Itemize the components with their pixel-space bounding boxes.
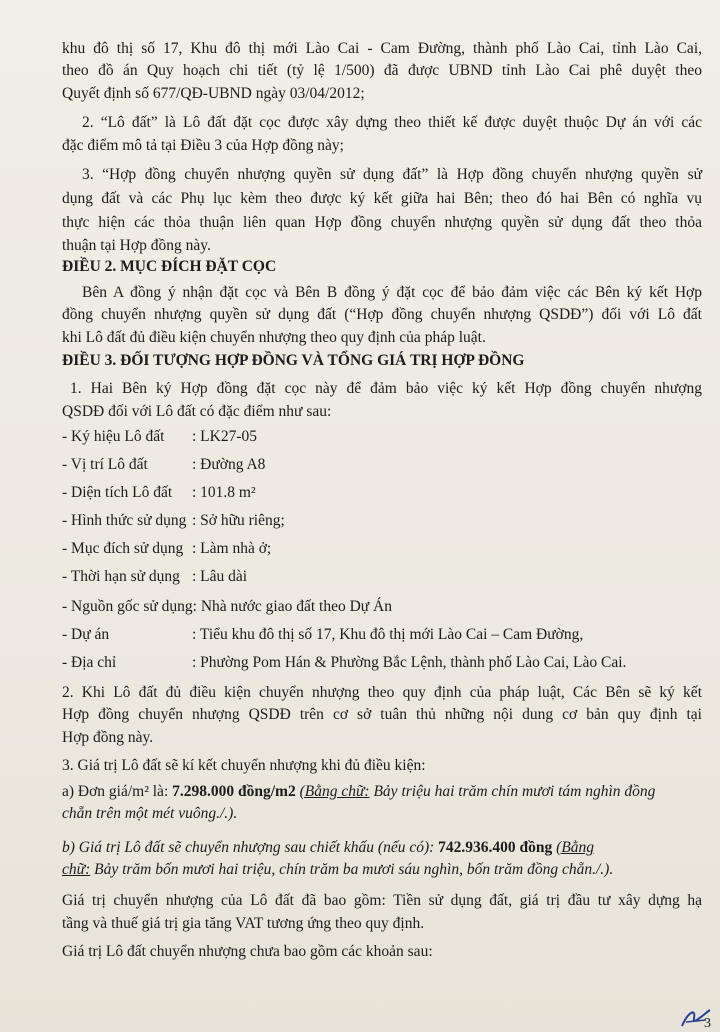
property-row: [62, 540, 271, 558]
article-3-para1-line: QSDĐ đối với Lô đất có đặc điểm như sau:: [62, 403, 332, 420]
intro-line: theo đồ án Quy hoạch chi tiết (tỷ lệ 1/500) đã được UBND tỉnh Lào Cai phê duyệt theo: [62, 62, 702, 79]
unit-price-words-label: (Bằng chữ:: [299, 783, 370, 800]
property-label: - Ký hiệu Lô đất: [62, 428, 165, 445]
page-number: 3: [704, 1016, 711, 1031]
property-label: - Diện tích Lô đất: [62, 484, 173, 501]
unit-price-line: [62, 804, 237, 824]
definition-3-line: thực hiện các thỏa thuận liên quan Hợp đồng chuyển nhượng quyền sử dụng đất theo thỏa: [62, 214, 702, 231]
unit-price-line: [62, 782, 655, 802]
definition-3-line: dụng đất và các Phụ lục kèm theo được ký kết giữa hai Bên; theo đó hai Bên có nghĩa vụ: [62, 190, 702, 207]
total-value-amount: 742.936.400 đồng: [438, 839, 553, 856]
property-value: : LK27-05: [192, 428, 258, 445]
property-value: : Sở hữu riêng;: [192, 512, 285, 529]
total-value-line: [62, 838, 594, 858]
property-row: [62, 428, 257, 446]
property-label: - Hình thức sử dụng: [62, 512, 187, 529]
article-2-line: đồng chuyển nhượng quyền sử dụng đất (“Hợp đồng chuyển nhượng QSDĐ”) đối với Lô đất: [62, 306, 702, 323]
total-value-prefix: b) Giá trị Lô đất sẽ chuyển nhượng sau chiết khấu (nếu có):: [62, 839, 439, 856]
excluded-line: Giá trị Lô đất chuyển nhượng chưa bao gồm các khoản sau:: [62, 943, 433, 960]
property-row: [62, 654, 626, 672]
total-value-words-label: chữ:: [62, 861, 91, 878]
article-3-para2-line: 2. Khi Lô đất đủ điều kiện chuyển nhượng theo quy định của pháp luật, Các Bên sẽ ký kết: [62, 684, 702, 701]
unit-price-prefix: a) Đơn giá/m² là:: [62, 783, 173, 800]
article-3-para3-line: 3. Giá trị Lô đất sẽ kí kết chuyển nhượng khi đủ điều kiện:: [62, 757, 426, 774]
address-value: : Phường Pom Hán & Phường Bắc Lệnh, thành phố Lào Cai, Lào Cai.: [192, 654, 627, 671]
property-row: [62, 512, 285, 530]
unit-price-amount: 7.298.000 đồng/m2: [172, 783, 296, 800]
address-label: - Địa chỉ: [62, 654, 117, 671]
included-line: Giá trị chuyển nhượng của Lô đất đã bao gồm: Tiền sử dụng đất, giá trị đầu tư xây dựng hạ: [62, 892, 702, 909]
origin-row: - Nguồn gốc sử dụng: Nhà nước giao đất theo Dự Án: [62, 598, 392, 615]
property-label: - Thời hạn sử dụng: [62, 568, 180, 585]
total-value-line: [62, 860, 613, 880]
property-row: [62, 568, 247, 586]
intro-line: Quyết định số 677/QĐ-UBND ngày 03/04/2012;: [62, 85, 365, 102]
total-value-words-label: (Bằng: [556, 839, 595, 856]
included-line: tầng và thuế giá trị gia tăng VAT tương ứng theo quy định.: [62, 915, 425, 932]
unit-price-words-cont: chẵn trên một mét vuông./.).: [62, 805, 238, 822]
property-row: [62, 484, 256, 502]
property-value: : 101.8 m²: [192, 484, 256, 501]
definition-3-line: thuận tại Hợp đồng này.: [62, 237, 211, 254]
definition-2-line: 2. “Lô đất” là Lô đất đặt cọc được xây dựng theo thiết kế được duyệt thuộc Dự án với các: [82, 114, 702, 131]
property-value: : Làm nhà ở;: [192, 540, 272, 557]
property-label: - Mục đích sử dụng: [62, 540, 184, 557]
property-value: : Đường A8: [192, 456, 266, 473]
article-3-para1-line: 1. Hai Bên ký Hợp đồng đặt cọc này để đảm bảo việc ký kết Hợp đồng chuyển nhượng: [70, 380, 702, 397]
definition-2-line: đặc điểm mô tả tại Điều 3 của Hợp đồng này;: [62, 137, 344, 154]
article-2-line: khi Lô đất đủ điều kiện chuyển nhượng theo quy định của pháp luật.: [62, 329, 486, 346]
article-2-line: Bên A đồng ý nhận đặt cọc và Bên B đồng ý đặt cọc để bảo đảm việc các Bên ký kết Hợp: [82, 284, 702, 301]
property-label: - Vị trí Lô đất: [62, 456, 148, 473]
property-row: [62, 456, 265, 474]
definition-3-line: 3. “Hợp đồng chuyển nhượng quyền sử dụng đất” là Hợp đồng chuyển nhượng quyền sử: [82, 166, 702, 183]
article-2-heading: ĐIỀU 2. MỤC ĐÍCH ĐẶT CỌC: [62, 258, 277, 275]
property-value: : Lâu dài: [192, 568, 248, 585]
intro-line: khu đô thị số 17, Khu đô thị mới Lào Cai - Cam Đường, thành phố Lào Cai, tỉnh Lào Cai,: [62, 40, 702, 57]
article-3-para2-line: Hợp đồng chuyển nhượng QSDĐ trên cơ sở tuân thủ những nội dung cơ bản quy định tại: [62, 706, 702, 723]
total-value-words: Bảy trăm bốn mươi hai triệu, chín trăm ba mươi sáu nghìn, bốn trăm đồng chẵn./.).: [90, 861, 614, 878]
project-value: : Tiểu khu đô thị số 17, Khu đô thị mới Lào Cai – Cam Đường,: [192, 626, 584, 643]
article-3-heading: ĐIỀU 3. ĐỐI TƯỢNG HỢP ĐỒNG VÀ TỔNG GIÁ TRỊ HỢP ĐỒNG: [62, 352, 525, 369]
property-row: [62, 626, 583, 644]
article-3-para2-line: Hợp đồng này.: [62, 729, 154, 746]
unit-price-words: Bảy triệu hai trăm chín mươi tám nghìn đồng: [369, 783, 656, 800]
project-label: - Dự án: [62, 626, 110, 643]
